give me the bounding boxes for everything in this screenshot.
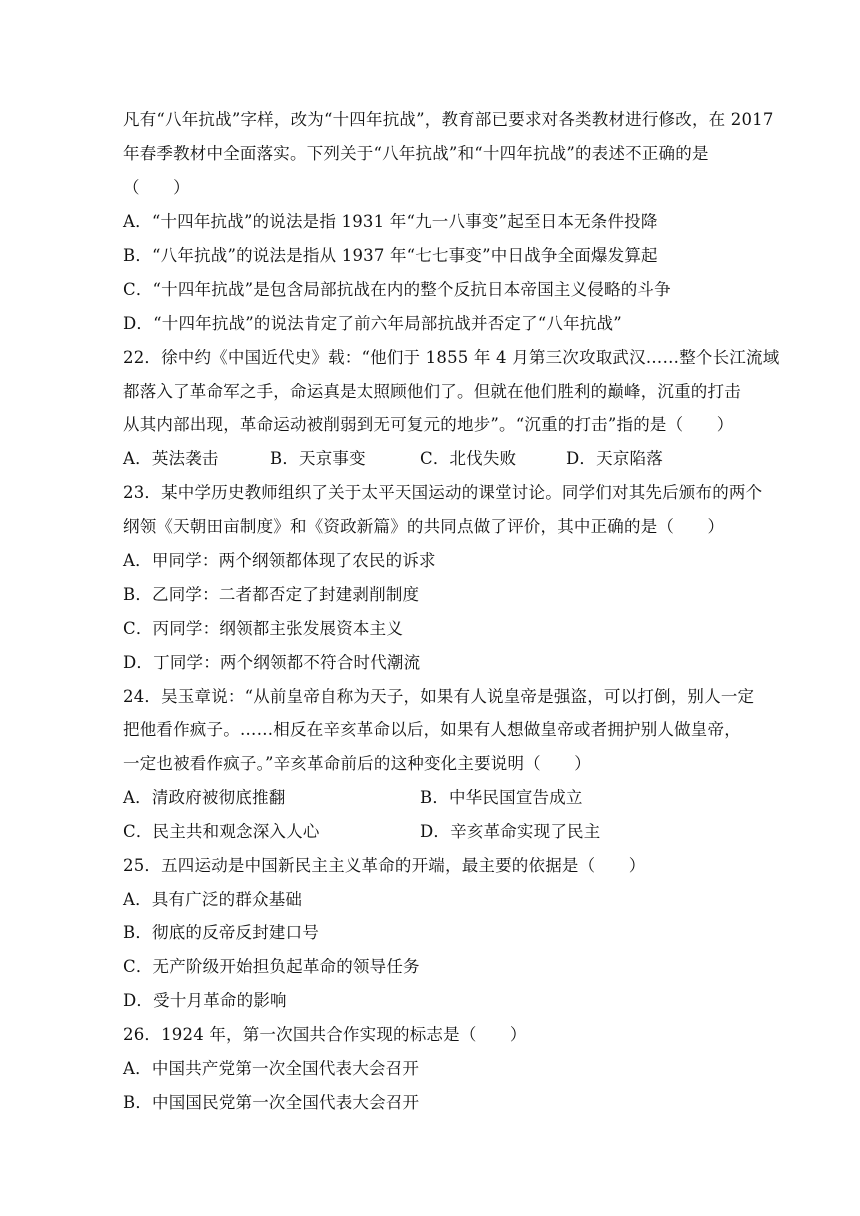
q23-line-2: 纲领《天朝田亩制度》和《资政新篇》的共同点做了评价，其中正确的是（ ） (123, 517, 725, 536)
q26-option-a: A．中国共产党第一次全国代表大会召开 (123, 1059, 420, 1078)
q21-line-3: （ ） (123, 178, 190, 197)
q25-option-c: C．无产阶级开始担负起革命的领导任务 (123, 957, 420, 976)
q22-line-1: 22．徐中约《中国近代史》载：“他们于 1855 年 4 月第三次攻取武汉……整个长江流域 (123, 348, 780, 367)
q26-option-b: B．中国国民党第一次全国代表大会召开 (123, 1093, 420, 1112)
q22-option-b: B．天京事变 (270, 449, 366, 468)
q23-option-d: D．丁同学：两个纲领都不符合时代潮流 (123, 653, 421, 672)
q22-line-3: 从其内部出现，革命运动被削弱到无可复元的地步”。“沉重的打击”指的是（ ） (123, 415, 734, 434)
q25-option-d: D．受十月革命的影响 (123, 991, 287, 1010)
q23-line-1: 23．某中学历史教师组织了关于太平天国运动的课堂讨论。同学们对其先后颁布的两个 (123, 483, 763, 502)
q22-option-a: A．英法袭击 (123, 449, 219, 468)
q23-option-a: A．甲同学：两个纲领都体现了农民的诉求 (123, 551, 436, 570)
q21-option-b: B．“八年抗战”的说法是指从 1937 年“七七事变”中日战争全面爆发算起 (123, 246, 658, 265)
q25-option-b: B．彻底的反帝反封建口号 (123, 923, 320, 942)
q21-option-d: D．“十四年抗战”的说法肯定了前六年局部抗战并否定了“八年抗战” (123, 314, 622, 333)
q22-option-d: D．天京陷落 (566, 449, 663, 468)
q23-option-c: C．丙同学：纲领都主张发展资本主义 (123, 619, 404, 638)
q21-line-1: 凡有“八年抗战”字样，改为“十四年抗战”，教育部已要求对各类教材进行修改，在 2017 (123, 110, 774, 129)
q24-line-3: 一定也被看作疯子。”辛亥革命前后的这种变化主要说明（ ） (123, 754, 591, 773)
q21-line-2: 年春季教材中全面落实。下列关于“八年抗战”和“十四年抗战”的表述不正确的是 (123, 144, 709, 163)
q21-option-c: C．“十四年抗战”是包含局部抗战在内的整个反抗日本帝国主义侵略的斗争 (123, 280, 671, 299)
q24-line-1: 24．吴玉章说：“从前皇帝自称为天子，如果有人说皇帝是强盗，可以打倒，别人一定 (123, 687, 755, 706)
q24-option-a: A．清政府被彻底推翻 (123, 788, 286, 807)
q25-line-1: 25．五四运动是中国新民主主义革命的开端，最主要的依据是（ ） (123, 856, 646, 875)
q24-line-2: 把他看作疯子。……相反在辛亥革命以后，如果有人想做皇帝或者拥护别人做皇帝， (123, 720, 741, 739)
q21-option-a: A．“十四年抗战”的说法是指 1931 年“九一八事变”起至日本无条件投降 (123, 212, 658, 231)
q22-line-2: 都落入了革命军之手，命运真是太照顾他们了。但就在他们胜利的巅峰，沉重的打击 (123, 382, 741, 401)
q24-option-c: C．民主共和观念深入人心 (123, 822, 320, 841)
q26-line-1: 26．1924 年，第一次国共合作实现的标志是（ ） (123, 1025, 527, 1044)
q24-option-d: D．辛亥革命实现了民主 (420, 822, 601, 841)
q24-option-b: B．中华民国宣告成立 (420, 788, 583, 807)
q25-option-a: A．具有广泛的群众基础 (123, 890, 303, 909)
q22-option-c: C．北伐失败 (420, 449, 517, 468)
q23-option-b: B．乙同学：二者都否定了封建剥削制度 (123, 585, 420, 604)
